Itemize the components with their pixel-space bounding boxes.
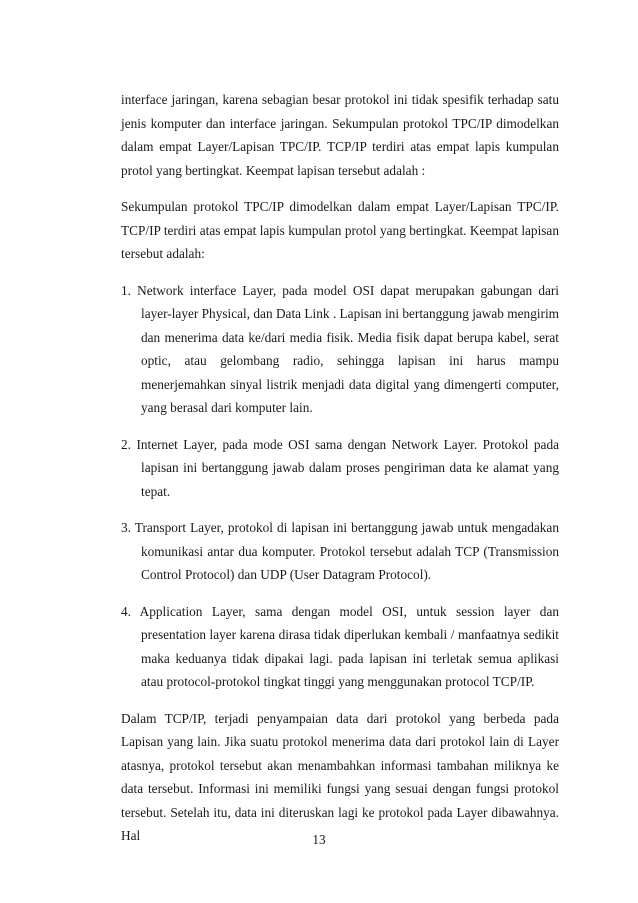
list-number: 2. [121, 436, 131, 452]
list-text: Network interface Layer, pada model OSI dapat merupakan gabungan dari layer-layer Physical, dan Data Link . Lapisan ini bertanggung jawab mengirim dan menerima data ke/dari media fisik. Media fisik dapat berupa kabel, serat optic, atau gelombang radio, sehingga lapisan ini harus mampu menerjemahkan sinyal listrik menjadi data digital yang dimengerti computer, yang berasal dari komputer lain. [137, 282, 559, 415]
list-number: 3. [121, 520, 131, 535]
list-number: 4. [121, 603, 131, 619]
list-item-application-layer [121, 600, 559, 694]
list-item-internet-layer [121, 433, 559, 504]
paragraph-summary: Sekumpulan protokol TPC/IP dimodelkan dalam empat Layer/Lapisan TPC/IP. TCP/IP terdiri atas empat lapis kumpulan protol yang bertingkat. Keempat lapisan tersebut adalah: [121, 199, 559, 261]
page-number: 13 [312, 832, 326, 847]
list-item-network-interface-layer [121, 279, 559, 420]
list-text: Transport Layer, protokol di lapisan ini bertanggung jawab untuk mengadakan komunikasi antar dua komputer. Protokol tersebut adalah TCP (Transmission Control Protocol) dan UDP (User Datagram Protocol). [134, 520, 559, 582]
page-body [121, 88, 559, 861]
paragraph-closing: Dalam TCP/IP, terjadi penyampaian data dari protokol yang berbeda pada Lapisan yang lain. Jika suatu protokol menerima data dari protokol lain di Layer atasnya, protokol tersebut akan menambahkan informasi tambahan miliknya ke data tersebut. Informasi ini memiliki fungsi yang sesuai dengan fungsi protokol tersebut. Setelah itu, data ini diteruskan lagi ke protokol pada Layer dibawahnya. Hal [121, 710, 559, 843]
list-number: 1. [121, 282, 131, 298]
paragraph-intro: interface jaringan, karena sebagian besar protokol ini tidak spesifik terhadap satu jenis komputer dan interface jaringan. Sekumpulan protokol TPC/IP dimodelkan dalam empat Layer/Lapisan TPC/IP. TCP/IP terdiri atas empat lapis kumpulan protol yang bertingkat. Keempat lapisan tersebut adalah : [121, 92, 559, 178]
list-text: Internet Layer, pada mode OSI sama dengan Network Layer. Protokol pada lapisan ini bertanggung jawab dalam proses pengiriman data ke alamat yang tepat. [136, 436, 559, 499]
list-text: Application Layer, sama dengan model OSI, untuk session layer dan presentation layer karena dirasa tidak diperlukan kembali / manfaatnya sedikit maka keduanya tidak dipakai lagi. pada lapisan ini terletak semua aplikasi atau protocol-protokol tingkat tinggi yang menggunakan protocol TCP/IP. [139, 603, 560, 689]
list-item-transport-layer [121, 516, 559, 587]
